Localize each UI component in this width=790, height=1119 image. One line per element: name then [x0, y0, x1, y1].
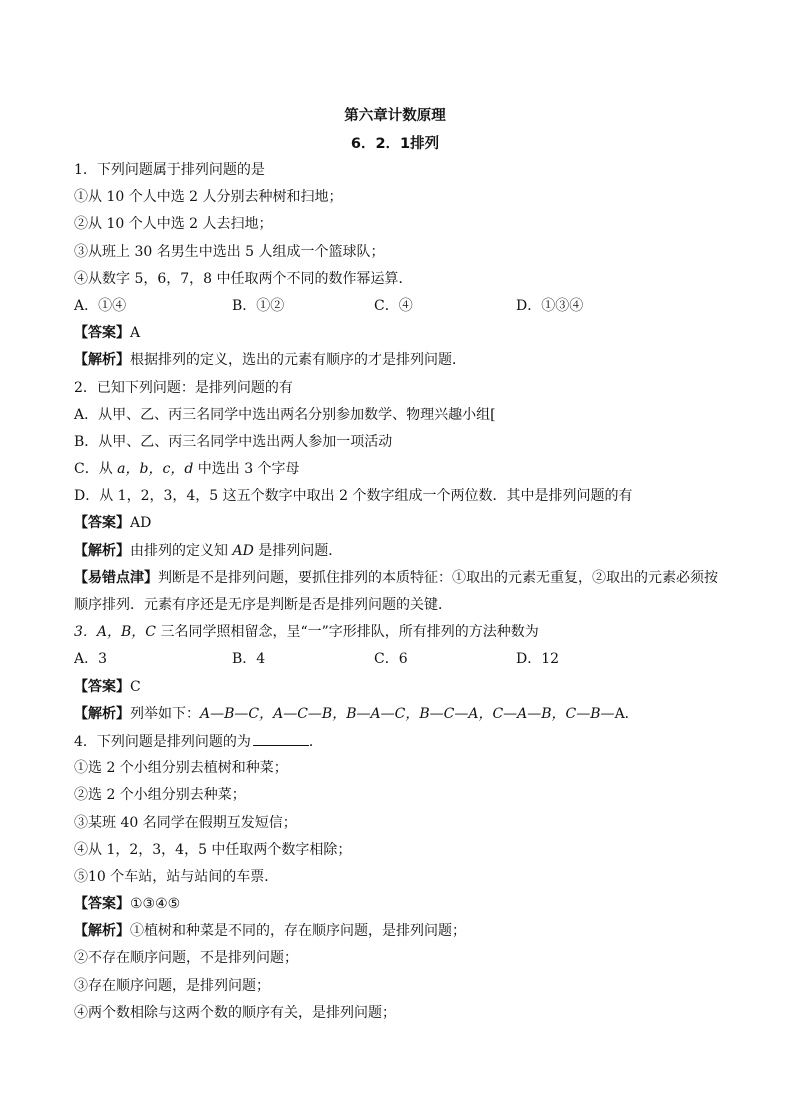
answer-label: 【答案】	[74, 678, 130, 695]
q2-option-b: B．从甲、乙、丙三名同学中选出两人参加一项活动	[74, 433, 393, 450]
q2-analysis	[74, 539, 724, 566]
q2-analysis-var: AD	[232, 542, 254, 559]
q2-answer-value: AD	[130, 515, 152, 532]
q3-answer-value: C	[130, 678, 141, 695]
q1-choice-b: B．①②	[232, 297, 285, 314]
q4-item: ⑤10 个车站，站与站间的车票．	[74, 868, 279, 885]
q1-analysis	[74, 348, 724, 375]
section-title: 6．2．1排列	[350, 136, 440, 152]
q1-item: ①从 10 个人中选 2 人分别去种树和扫地；	[74, 189, 343, 206]
q4-analysis-line: ④两个数相除与这两个数的顺序有关，是排列问题；	[74, 1004, 396, 1021]
q1-choice-c: C．④	[374, 297, 413, 314]
q4-answer	[74, 892, 724, 919]
q1-stem: 1．下列问题属于排列问题的是	[74, 162, 265, 178]
q1-item: ③从班上 30 名男生中选出 5 人组成一个篮球队；	[74, 243, 385, 260]
q2-analysis-pre: 由排列的定义知	[130, 542, 233, 559]
answer-label: 【答案】	[74, 515, 130, 532]
analysis-label: 【解析】	[74, 542, 130, 559]
q1-choice-d: D．①③④	[516, 297, 584, 314]
answer-blank	[253, 729, 309, 746]
q4-item: ④从 1，2，3，4，5 中任取两个数字相除；	[74, 841, 352, 858]
q1-choice-a: A．①④	[74, 297, 127, 314]
q2-option-d: D．从 1，2，3，4，5 这五个数字中取出 2 个数字组成一个两位数．其中是排列问题的有	[74, 488, 633, 505]
q2-tip	[74, 566, 724, 593]
q3-analysis-list: A—B—C，A—C—B，B—A—C，B—C—A，C—A—B，C—B—	[200, 705, 615, 722]
q2-option-c	[74, 457, 724, 484]
q4-item: ③某班 40 名同学在假期互发短信；	[74, 814, 297, 831]
q3-choice-c: C．6	[374, 651, 408, 668]
document-body	[74, 158, 724, 1028]
q4-stem	[74, 729, 724, 756]
q4-analysis-text: ①植树和种菜是不同的，存在顺序问题，是排列问题；	[130, 923, 466, 940]
q4-analysis-line: ③存在顺序问题，是排列问题；	[74, 977, 270, 994]
q3-choice-d: D．12	[516, 651, 560, 668]
q4-stem-end: ．	[308, 733, 323, 750]
q3-answer	[74, 675, 724, 702]
answer-label: 【答案】	[74, 896, 130, 913]
q3-stem-vars: 3．A，B，C	[74, 624, 157, 641]
analysis-label: 【解析】	[74, 705, 130, 722]
q4-stem-text: 4．下列问题是排列问题的为	[74, 733, 251, 750]
q1-item: ④从数字 5，6，7，8 中任取两个不同的数作幂运算．	[74, 270, 413, 287]
q3-analysis-end: A．	[614, 705, 639, 722]
chapter-title: 第六章计数原理	[344, 108, 446, 124]
q3-choice-b: B．4	[232, 651, 266, 668]
q1-item: ②从 10 个人中选 2 人去扫地；	[74, 216, 273, 233]
q1-answer	[74, 321, 724, 348]
answer-label: 【答案】	[74, 325, 130, 342]
q2-tip-line2: 顺序排列．元素有序还是无序是判断是否是排列问题的关键．	[74, 597, 452, 613]
q1-choices	[74, 294, 724, 321]
tip-label: 【易错点津】	[74, 569, 158, 586]
q2-option-a: A．从甲、乙、丙三名同学中选出两名分别参加数学、物理兴趣小组[	[74, 406, 496, 423]
q4-answer-value: ①③④⑤	[130, 896, 181, 913]
q2-option-c-post: 中选出 3 个字母	[193, 461, 300, 478]
analysis-label: 【解析】	[74, 352, 130, 369]
q3-analysis	[74, 702, 724, 729]
q4-item: ①选 2 个小组分别去植树和种菜；	[74, 760, 288, 777]
q2-option-c-vars: a，b，c，d	[117, 461, 194, 478]
q4-analysis-line: ②不存在顺序问题，不是排列问题；	[74, 950, 298, 967]
q3-analysis-pre: 列举如下：	[130, 705, 200, 722]
q2-analysis-post: 是排列问题．	[253, 542, 343, 559]
q1-answer-value: A	[130, 325, 141, 342]
q3-stem	[74, 620, 724, 647]
q1-analysis-text: 根据排列的定义，选出的元素有顺序的才是排列问题．	[130, 352, 466, 369]
analysis-label: 【解析】	[74, 923, 130, 940]
q4-analysis	[74, 919, 724, 946]
q3-choices	[74, 647, 724, 674]
q2-answer	[74, 511, 724, 538]
q4-item: ②选 2 个小组分别去种菜；	[74, 787, 246, 804]
q2-option-c-pre: C．从	[74, 461, 118, 478]
q3-stem-rest: 三名同学照相留念，呈“一”字形排队，所有排列的方法种数为	[156, 624, 539, 641]
q2-tip-line1: 判断是不是排列问题，要抓住排列的本质特征：①取出的元素无重复，②取出的元素必须按	[158, 569, 718, 586]
q3-choice-a: A．3	[74, 651, 108, 668]
q2-stem: 2．已知下列问题：是排列问题的有	[74, 379, 293, 396]
